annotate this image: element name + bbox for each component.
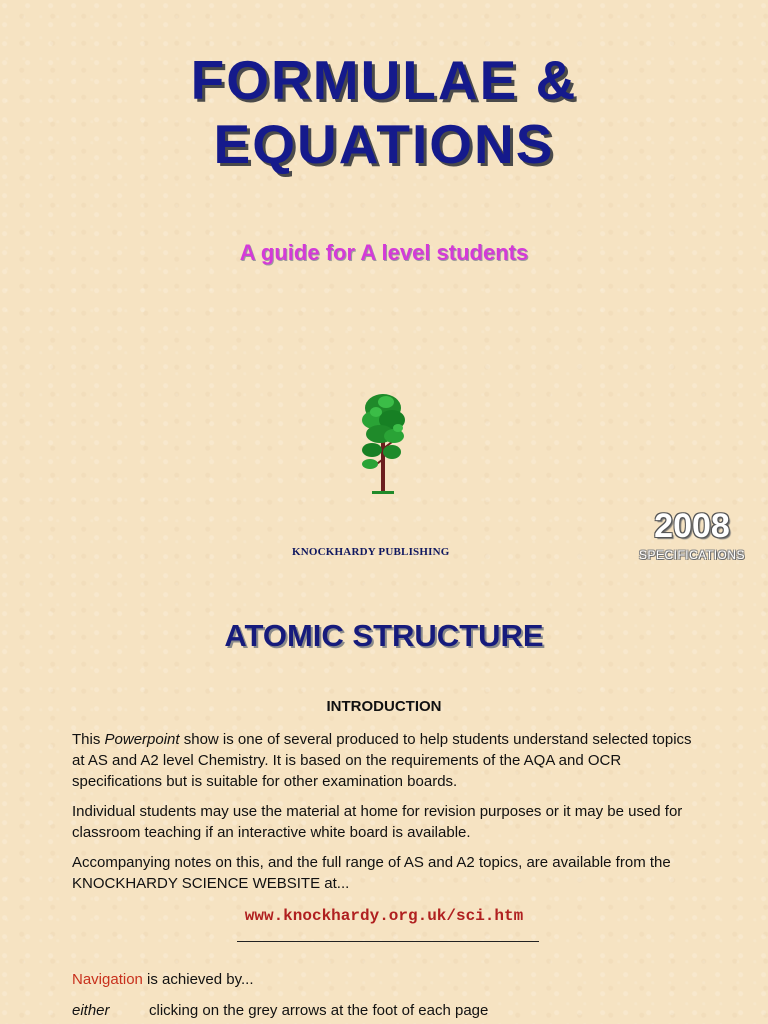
subtitle: A guide for A level students: [239, 240, 529, 265]
either-word: either: [72, 1002, 110, 1019]
intro-paragraph-1: [72, 729, 702, 792]
intro-paragraph-1-rest: show is one of several produced to help students understand selected topics at AS and A2 level Chemistry. It is based on the requirements of the AQA and OCR specifications but is suitable for other examination boards.: [72, 731, 692, 790]
specifications-label: SPECIFICATIONS: [638, 548, 746, 562]
intro-paragraph-2: Individual students may use the material at home for revision purposes or it may be used for classroom teaching if an interactive white board is available.: [72, 803, 683, 841]
tree-icon: [354, 390, 414, 496]
either-text: clicking on the grey arrows at the foot of each page: [149, 1002, 489, 1019]
intro-heading: INTRODUCTION: [326, 698, 442, 715]
powerpoint-word: Powerpoint: [104, 731, 180, 748]
navigation-word: Navigation: [72, 971, 143, 988]
publisher-name: KNOCKHARDY PUBLISHING: [292, 546, 450, 558]
navigation-line: [72, 971, 254, 988]
navigation-rest: is achieved by...: [142, 971, 254, 988]
year-badge: 2008: [654, 507, 730, 545]
intro-paragraph-3: Accompanying notes on this, and the full range of AS and A2 topics, are available from the KNOCKHARDY SCIENCE WEBSITE at...: [72, 854, 671, 892]
main-title: [0, 48, 768, 176]
divider: [237, 941, 539, 942]
either-line: [72, 1002, 488, 1019]
website-link[interactable]: www.knockhardy.org.uk/sci.htm: [244, 907, 524, 925]
main-title-line-1: FORMULAE &: [190, 49, 578, 111]
intro-paragraph-1-start: This: [72, 731, 105, 748]
section-title: ATOMIC STRUCTURE: [224, 618, 544, 653]
main-title-line-2: EQUATIONS: [213, 113, 555, 175]
